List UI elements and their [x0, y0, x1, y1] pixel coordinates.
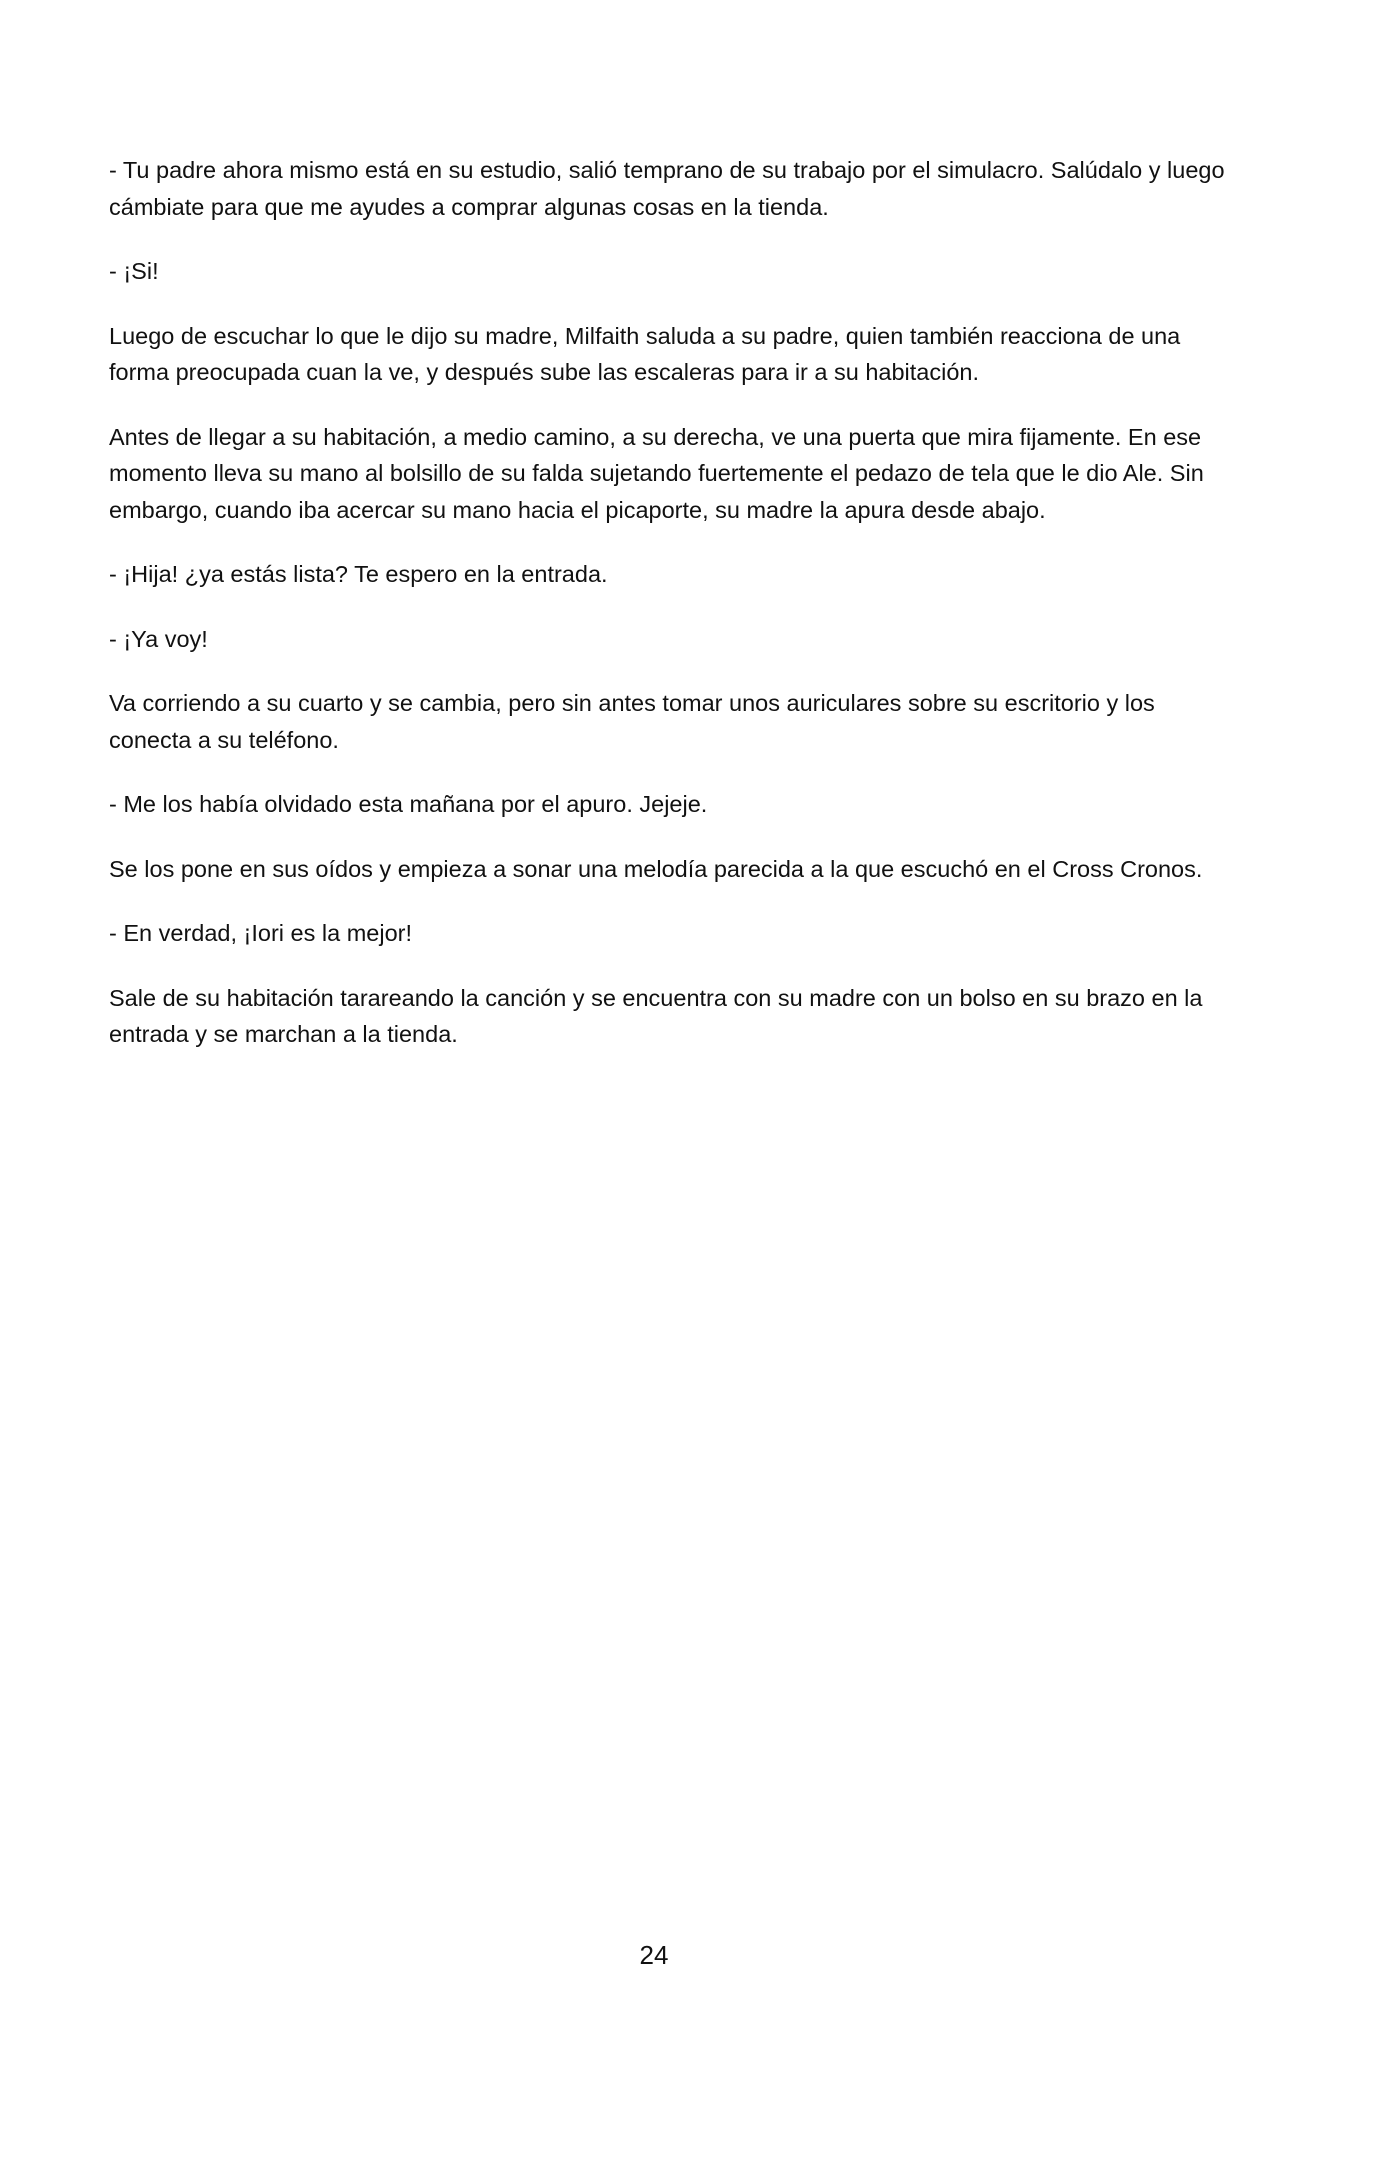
- paragraph-11: Sale de su habitación tarareando la canción y se encuentra con su madre con un bolso en su brazo en la entrada y se marchan a la tienda.: [109, 984, 1203, 1047]
- paragraph-2: - ¡Si!: [109, 258, 159, 284]
- paragraph-4: Antes de llegar a su habitación, a medio camino, a su derecha, ve una puerta que mira fijamente. En ese momento lleva su mano al bolsillo de su falda sujetando fuertemente el pedazo de tela que le dio Ale. Sin embargo, cuando iba acercar su mano hacia el picaporte, su madre la apura desde abajo.: [109, 423, 1204, 523]
- paragraph-5: - ¡Hija! ¿ya estás lista? Te espero en la entrada.: [109, 561, 608, 587]
- paragraph-8: - Me los había olvidado esta mañana por el apuro. Jejeje.: [109, 791, 708, 817]
- page-number: 24: [639, 1940, 669, 1970]
- paragraph-10: - En verdad, ¡Iori es la mejor!: [109, 920, 412, 946]
- paragraph-6: - ¡Ya voy!: [109, 625, 208, 652]
- paragraph-9: Se los pone en sus oídos y empieza a sonar una melodía parecida a la que escuchó en el Cross Cronos.: [109, 855, 1203, 882]
- paragraph-3: Luego de escuchar lo que le dijo su madre, Milfaith saluda a su padre, quien también reacciona de una forma preocupada cuan la ve, y después sube las escaleras para ir a su habitación.: [109, 322, 1181, 385]
- document-body: [109, 152, 1239, 1081]
- paragraph-1: - Tu padre ahora mismo está en su estudio, salió temprano de su trabajo por el simulacro. Salúdalo y luego cámbiate para que me ayudes a comprar algunas cosas en la tienda.: [109, 157, 1225, 220]
- paragraph-7: Va corriendo a su cuarto y se cambia, pero sin antes tomar unos auriculares sobre su escritorio y los conecta a su teléfono.: [109, 690, 1155, 753]
